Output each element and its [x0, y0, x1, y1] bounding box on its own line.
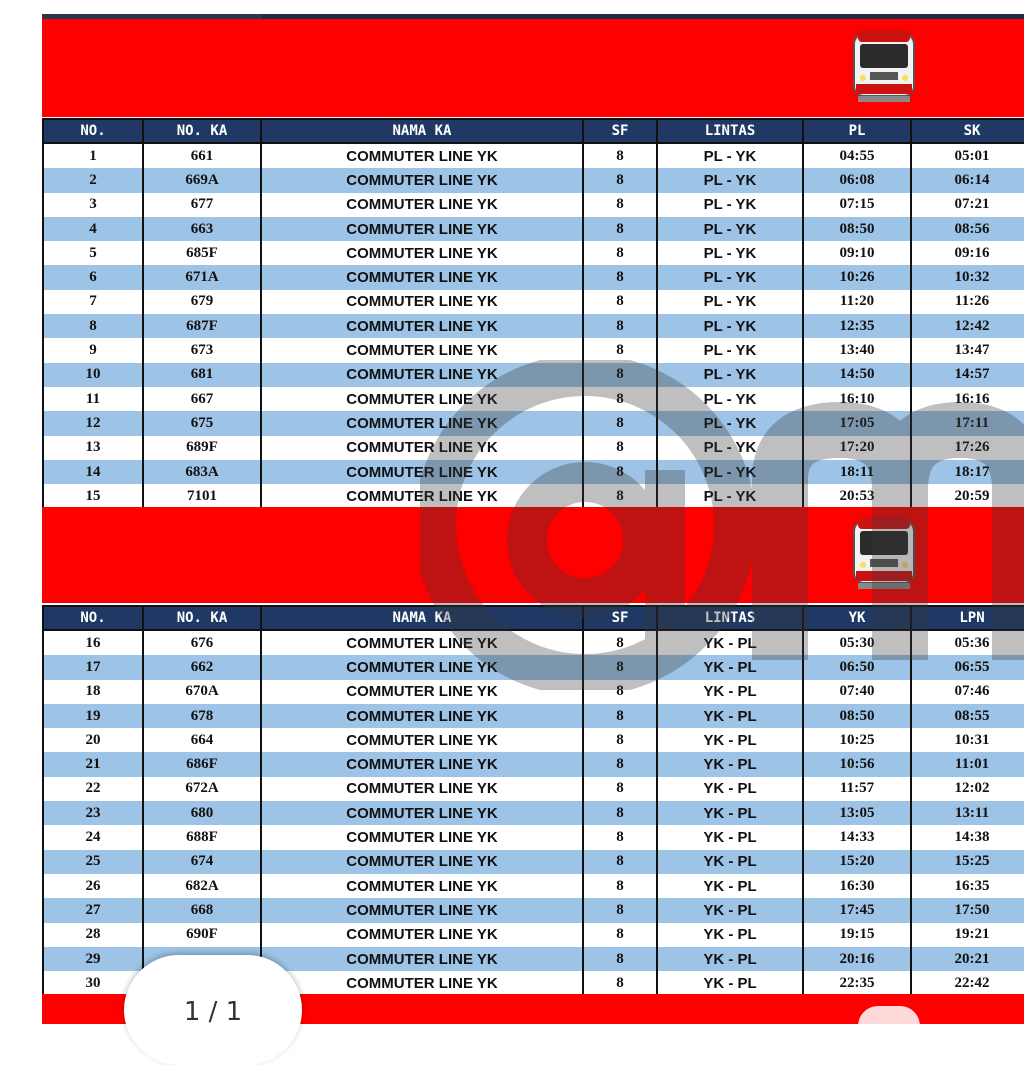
table-row	[43, 898, 1024, 922]
cell-time-arrive: 13:11	[911, 801, 1024, 825]
cell-nama-ka: COMMUTER LINE YK	[261, 143, 583, 168]
cell-nama-ka: COMMUTER LINE YK	[261, 241, 583, 265]
cell-sf: 8	[583, 947, 657, 971]
cell-lintas: PL - YK	[657, 338, 803, 362]
cell-nama-ka: COMMUTER LINE YK	[261, 217, 583, 241]
cell-sf: 8	[583, 971, 657, 996]
schedule-table-pl-yk	[42, 118, 1024, 510]
cell-nama-ka: COMMUTER LINE YK	[261, 338, 583, 362]
cell-no: 24	[43, 825, 143, 849]
cell-nama-ka: COMMUTER LINE YK	[261, 314, 583, 338]
cell-lintas: PL - YK	[657, 484, 803, 509]
table-row	[43, 850, 1024, 874]
table-row	[43, 923, 1024, 947]
cell-no: 21	[43, 752, 143, 776]
cell-nama-ka: COMMUTER LINE YK	[261, 704, 583, 728]
cell-sf: 8	[583, 680, 657, 704]
table-row	[43, 704, 1024, 728]
cell-sf: 8	[583, 923, 657, 947]
cell-nama-ka: COMMUTER LINE YK	[261, 801, 583, 825]
cell-lintas: YK - PL	[657, 898, 803, 922]
cell-nama-ka: COMMUTER LINE YK	[261, 290, 583, 314]
col-header-sk: SK	[911, 119, 1024, 143]
cell-lintas: PL - YK	[657, 265, 803, 289]
cell-no-ka: 661	[143, 143, 261, 168]
cell-lintas: YK - PL	[657, 801, 803, 825]
cell-time-depart: 11:20	[803, 290, 911, 314]
cell-no: 25	[43, 850, 143, 874]
cell-no: 9	[43, 338, 143, 362]
cell-no-ka: 688F	[143, 825, 261, 849]
cell-time-arrive: 22:42	[911, 971, 1024, 996]
cell-time-arrive: 19:21	[911, 923, 1024, 947]
cell-no: 16	[43, 630, 143, 655]
cell-time-arrive: 06:14	[911, 168, 1024, 192]
cell-time-depart: 20:53	[803, 484, 911, 509]
cell-time-depart: 07:40	[803, 680, 911, 704]
cell-lintas: YK - PL	[657, 923, 803, 947]
cell-no: 7	[43, 290, 143, 314]
table-header-row	[43, 606, 1024, 630]
cell-no-ka: 667	[143, 387, 261, 411]
cell-time-arrive: 17:11	[911, 411, 1024, 435]
cell-sf: 8	[583, 704, 657, 728]
table-row	[43, 241, 1024, 265]
cell-time-arrive: 12:42	[911, 314, 1024, 338]
col-header-pl: PL	[803, 119, 911, 143]
cell-time-depart: 04:55	[803, 143, 911, 168]
cell-time-depart: 11:57	[803, 777, 911, 801]
cell-time-depart: 08:50	[803, 217, 911, 241]
table-row	[43, 436, 1024, 460]
cell-nama-ka: COMMUTER LINE YK	[261, 265, 583, 289]
cell-nama-ka: COMMUTER LINE YK	[261, 752, 583, 776]
cell-time-depart: 22:35	[803, 971, 911, 996]
table-row	[43, 265, 1024, 289]
cell-no: 17	[43, 655, 143, 679]
cell-time-depart: 17:20	[803, 436, 911, 460]
cell-no: 6	[43, 265, 143, 289]
cell-time-depart: 13:40	[803, 338, 911, 362]
cell-time-depart: 10:26	[803, 265, 911, 289]
cell-time-arrive: 06:55	[911, 655, 1024, 679]
cell-time-arrive: 10:32	[911, 265, 1024, 289]
train-front-icon	[848, 26, 920, 110]
cell-sf: 8	[583, 436, 657, 460]
cell-time-depart: 13:05	[803, 801, 911, 825]
table-row	[43, 801, 1024, 825]
cell-no: 12	[43, 411, 143, 435]
cell-sf: 8	[583, 168, 657, 192]
cell-time-arrive: 09:16	[911, 241, 1024, 265]
cell-no-ka: 668	[143, 898, 261, 922]
cell-no: 14	[43, 460, 143, 484]
cell-nama-ka: COMMUTER LINE YK	[261, 655, 583, 679]
cell-time-depart: 20:16	[803, 947, 911, 971]
cell-time-depart: 14:50	[803, 363, 911, 387]
cell-sf: 8	[583, 898, 657, 922]
cell-no: 2	[43, 168, 143, 192]
cell-lintas: YK - PL	[657, 630, 803, 655]
cell-time-depart: 10:25	[803, 728, 911, 752]
cell-no-ka: 669A	[143, 168, 261, 192]
table-row	[43, 874, 1024, 898]
cell-sf: 8	[583, 411, 657, 435]
cell-nama-ka: COMMUTER LINE YK	[261, 363, 583, 387]
cell-no: 20	[43, 728, 143, 752]
cell-nama-ka: COMMUTER LINE YK	[261, 971, 583, 996]
table-row	[43, 143, 1024, 168]
table-row	[43, 338, 1024, 362]
cell-no-ka: 689F	[143, 436, 261, 460]
cell-time-depart: 08:50	[803, 704, 911, 728]
table-row	[43, 484, 1024, 509]
cell-time-arrive: 15:25	[911, 850, 1024, 874]
cell-sf: 8	[583, 777, 657, 801]
cell-time-arrive: 12:02	[911, 777, 1024, 801]
col-header-no-ka: NO. KA	[143, 606, 261, 630]
cell-time-arrive: 08:56	[911, 217, 1024, 241]
cell-no-ka: 671A	[143, 265, 261, 289]
cell-nama-ka: COMMUTER LINE YK	[261, 825, 583, 849]
table-row	[43, 460, 1024, 484]
cell-sf: 8	[583, 193, 657, 217]
cell-nama-ka: COMMUTER LINE YK	[261, 168, 583, 192]
cell-lintas: YK - PL	[657, 874, 803, 898]
cell-no-ka: 685F	[143, 241, 261, 265]
cell-sf: 8	[583, 460, 657, 484]
col-header-lintas: LINTAS	[657, 606, 803, 630]
cell-time-depart: 17:05	[803, 411, 911, 435]
col-header-no: NO.	[43, 119, 143, 143]
col-header-yk: YK	[803, 606, 911, 630]
cell-no-ka: 675	[143, 411, 261, 435]
cell-nama-ka: COMMUTER LINE YK	[261, 850, 583, 874]
col-header-nama-ka: NAMA KA	[261, 119, 583, 143]
cell-lintas: YK - PL	[657, 680, 803, 704]
table-row	[43, 825, 1024, 849]
cell-no: 22	[43, 777, 143, 801]
cell-no: 5	[43, 241, 143, 265]
cell-time-arrive: 14:57	[911, 363, 1024, 387]
cell-no: 18	[43, 680, 143, 704]
cell-no: 10	[43, 363, 143, 387]
cell-nama-ka: COMMUTER LINE YK	[261, 777, 583, 801]
cell-no-ka: 678	[143, 704, 261, 728]
cell-nama-ka: COMMUTER LINE YK	[261, 411, 583, 435]
cell-no-ka: 682A	[143, 874, 261, 898]
cell-no: 27	[43, 898, 143, 922]
table-row	[43, 387, 1024, 411]
table-row	[43, 655, 1024, 679]
col-header-nama-ka: NAMA KA	[261, 606, 583, 630]
cell-lintas: YK - PL	[657, 825, 803, 849]
cell-no-ka: 664	[143, 728, 261, 752]
cell-time-arrive: 10:31	[911, 728, 1024, 752]
cell-sf: 8	[583, 143, 657, 168]
cell-lintas: PL - YK	[657, 193, 803, 217]
cell-time-depart: 12:35	[803, 314, 911, 338]
cell-no-ka: 676	[143, 630, 261, 655]
cell-no: 3	[43, 193, 143, 217]
cell-no: 19	[43, 704, 143, 728]
cell-sf: 8	[583, 290, 657, 314]
cell-time-depart: 05:30	[803, 630, 911, 655]
cell-time-depart: 06:08	[803, 168, 911, 192]
table-row	[43, 630, 1024, 655]
cell-time-arrive: 20:21	[911, 947, 1024, 971]
cell-no: 26	[43, 874, 143, 898]
cell-time-arrive: 05:01	[911, 143, 1024, 168]
cell-lintas: PL - YK	[657, 460, 803, 484]
cell-sf: 8	[583, 265, 657, 289]
cell-no: 15	[43, 484, 143, 509]
col-header-lintas: LINTAS	[657, 119, 803, 143]
table-row	[43, 290, 1024, 314]
cell-nama-ka: COMMUTER LINE YK	[261, 898, 583, 922]
cell-lintas: PL - YK	[657, 387, 803, 411]
cell-time-depart: 16:10	[803, 387, 911, 411]
cell-no-ka: 690F	[143, 923, 261, 947]
train-front-icon	[848, 513, 920, 597]
table-row	[43, 752, 1024, 776]
cell-no-ka: 683A	[143, 460, 261, 484]
cell-no: 28	[43, 923, 143, 947]
cell-time-arrive: 18:17	[911, 460, 1024, 484]
cell-lintas: YK - PL	[657, 850, 803, 874]
cell-sf: 8	[583, 338, 657, 362]
cell-sf: 8	[583, 728, 657, 752]
scroll-button[interactable]	[858, 1006, 920, 1046]
cell-nama-ka: COMMUTER LINE YK	[261, 947, 583, 971]
cell-nama-ka: COMMUTER LINE YK	[261, 728, 583, 752]
cell-time-depart: 14:33	[803, 825, 911, 849]
col-header-sf: SF	[583, 119, 657, 143]
cell-time-arrive: 16:16	[911, 387, 1024, 411]
cell-no-ka: 686F	[143, 752, 261, 776]
cell-nama-ka: COMMUTER LINE YK	[261, 874, 583, 898]
table-row	[43, 411, 1024, 435]
cell-no: 30	[43, 971, 143, 996]
schedule-table-yk-pl	[42, 605, 1024, 997]
cell-lintas: PL - YK	[657, 314, 803, 338]
cell-sf: 8	[583, 314, 657, 338]
cell-no: 13	[43, 436, 143, 460]
cell-nama-ka: COMMUTER LINE YK	[261, 460, 583, 484]
cell-no: 4	[43, 217, 143, 241]
cell-lintas: PL - YK	[657, 168, 803, 192]
cell-time-arrive: 20:59	[911, 484, 1024, 509]
cell-time-arrive: 07:46	[911, 680, 1024, 704]
cell-sf: 8	[583, 801, 657, 825]
cell-nama-ka: COMMUTER LINE YK	[261, 630, 583, 655]
cell-time-arrive: 07:21	[911, 193, 1024, 217]
cell-time-arrive: 11:01	[911, 752, 1024, 776]
cell-sf: 8	[583, 825, 657, 849]
cell-no: 11	[43, 387, 143, 411]
cell-time-depart: 10:56	[803, 752, 911, 776]
cell-no-ka: 679	[143, 290, 261, 314]
page-indicator[interactable]	[124, 955, 302, 1065]
cell-sf: 8	[583, 630, 657, 655]
cell-lintas: YK - PL	[657, 728, 803, 752]
cell-time-arrive: 08:55	[911, 704, 1024, 728]
col-header-lpn: LPN	[911, 606, 1024, 630]
cell-lintas: YK - PL	[657, 655, 803, 679]
cell-nama-ka: COMMUTER LINE YK	[261, 484, 583, 509]
cell-lintas: PL - YK	[657, 363, 803, 387]
cell-lintas: YK - PL	[657, 704, 803, 728]
cell-no-ka: 677	[143, 193, 261, 217]
table-row	[43, 680, 1024, 704]
cell-time-arrive: 13:47	[911, 338, 1024, 362]
cell-no: 1	[43, 143, 143, 168]
table-row	[43, 728, 1024, 752]
cell-no-ka: 662	[143, 655, 261, 679]
cell-time-depart: 17:45	[803, 898, 911, 922]
cell-nama-ka: COMMUTER LINE YK	[261, 680, 583, 704]
cell-no-ka: 672A	[143, 777, 261, 801]
cell-lintas: YK - PL	[657, 752, 803, 776]
cell-time-arrive: 16:35	[911, 874, 1024, 898]
cell-lintas: PL - YK	[657, 217, 803, 241]
cell-time-depart: 07:15	[803, 193, 911, 217]
cell-sf: 8	[583, 217, 657, 241]
cell-lintas: YK - PL	[657, 777, 803, 801]
cell-no-ka: 7101	[143, 484, 261, 509]
cell-no-ka: 687F	[143, 314, 261, 338]
cell-nama-ka: COMMUTER LINE YK	[261, 436, 583, 460]
cell-no-ka: 673	[143, 338, 261, 362]
cell-sf: 8	[583, 655, 657, 679]
cell-sf: 8	[583, 874, 657, 898]
cell-time-depart: 06:50	[803, 655, 911, 679]
cell-lintas: YK - PL	[657, 947, 803, 971]
table-row	[43, 193, 1024, 217]
cell-time-depart: 19:15	[803, 923, 911, 947]
cell-no: 23	[43, 801, 143, 825]
cell-sf: 8	[583, 241, 657, 265]
col-header-no-ka: NO. KA	[143, 119, 261, 143]
cell-time-arrive: 11:26	[911, 290, 1024, 314]
cell-no-ka: 680	[143, 801, 261, 825]
cell-time-depart: 16:30	[803, 874, 911, 898]
cell-lintas: PL - YK	[657, 411, 803, 435]
cell-time-depart: 09:10	[803, 241, 911, 265]
cell-no-ka: 670A	[143, 680, 261, 704]
cell-time-depart: 18:11	[803, 460, 911, 484]
cell-nama-ka: COMMUTER LINE YK	[261, 923, 583, 947]
col-header-no: NO.	[43, 606, 143, 630]
table-row	[43, 314, 1024, 338]
cell-sf: 8	[583, 363, 657, 387]
cell-lintas: PL - YK	[657, 143, 803, 168]
cell-time-arrive: 14:38	[911, 825, 1024, 849]
table-row	[43, 363, 1024, 387]
cell-no: 8	[43, 314, 143, 338]
cell-no-ka: 674	[143, 850, 261, 874]
cell-sf: 8	[583, 850, 657, 874]
table-row	[43, 217, 1024, 241]
cell-nama-ka: COMMUTER LINE YK	[261, 387, 583, 411]
cell-lintas: YK - PL	[657, 971, 803, 996]
page-indicator-label: 1 / 1	[183, 997, 243, 1027]
cell-lintas: PL - YK	[657, 436, 803, 460]
cell-no-ka: 681	[143, 363, 261, 387]
cell-sf: 8	[583, 752, 657, 776]
cell-no: 29	[43, 947, 143, 971]
cell-lintas: PL - YK	[657, 290, 803, 314]
cell-time-depart: 15:20	[803, 850, 911, 874]
cell-no-ka: 663	[143, 217, 261, 241]
cell-sf: 8	[583, 484, 657, 509]
cell-time-arrive: 17:26	[911, 436, 1024, 460]
cell-time-arrive: 17:50	[911, 898, 1024, 922]
cell-nama-ka: COMMUTER LINE YK	[261, 193, 583, 217]
table-row	[43, 777, 1024, 801]
col-header-sf: SF	[583, 606, 657, 630]
table-row	[43, 168, 1024, 192]
cell-lintas: PL - YK	[657, 241, 803, 265]
cell-time-arrive: 05:36	[911, 630, 1024, 655]
cell-sf: 8	[583, 387, 657, 411]
table-header-row	[43, 119, 1024, 143]
